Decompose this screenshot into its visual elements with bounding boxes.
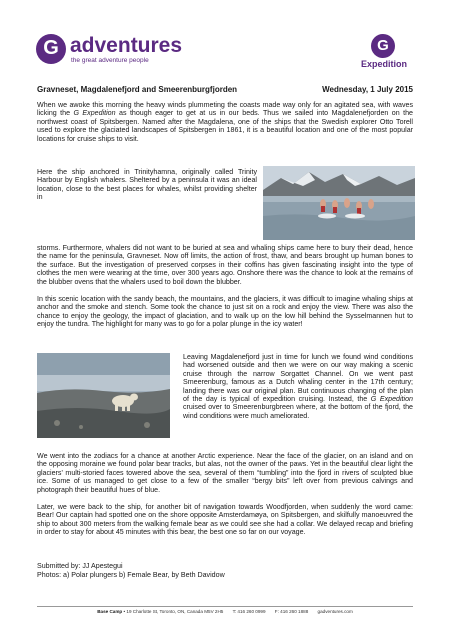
article-date: Wednesday, 1 July 2015 (322, 85, 413, 94)
paragraph-2-continued: storms. Furthermore, whalers did not want to be buried at sea and whaling ships came here to bury their dead, hence the name for the peninsula, Gravneset. Now off limits, the action of frost, thaw, and bears brought up human bones to the surface. But the investigation of preserved corpses in their coffins has given fascinating insight into the type of clothes the men were wearing at the time, over 300 years ago. Onshore there was the chance to look at the remains of the blubber ovens that the whalers used to boil down the blubber. (37, 244, 413, 286)
footer-tel: T: 416 260 0999 (232, 609, 266, 614)
paragraph-5: We went into the zodiacs for a chance at another Arctic experience. Near the face of the glacier, on an island and on the opposing moraine we found polar bear tracks, but alas, not the owner of the paws. Yet in the beautiful clear light the glaciers' multi-storied faces towered above the sea, several of them “tumbling” into the fjord in rivers of sculpted blue ice. Some of us managed to get close to a few of the smaller “bergy bits” left over from previous calvings and photograph their beautiful hues of blue. (37, 452, 413, 494)
submitted-by: Submitted by: JJ Apestegui (37, 562, 123, 570)
paragraph-3: In this scenic location with the sandy beach, the mountains, and the glaciers, it was difficult to imagine whaling ships at anchor and the smoke and stench. Some took the chance to just sit on a rock and enjoy the view. There was also the chance to enjoy the geology, the impact of glaciation, and to walk up on the low hill behind the Sysselmannen hut to enjoy the tundra. The highlight for many was to go for a polar plunge in the icy water! (37, 295, 413, 329)
female-bear-photo (37, 353, 170, 438)
polar-plungers-photo (263, 166, 415, 240)
footer-divider (37, 606, 413, 607)
paragraph-2: Here the ship anchored in Trinityhamna, originally called Trinity Harbour by English whalers. Sheltered by a peninsula it was an ideal location, close to the best places for whales, whilst providing shelter in (37, 168, 257, 202)
page-footer (37, 609, 413, 615)
article-title: Gravneset, Magdalenefjord and Smeerenburgfjorden (37, 85, 238, 94)
footer-address: • 19 Charlotte St, Toronto, ON, Canada M5V 2H5 (123, 609, 224, 614)
brand-tagline: the great adventure people (71, 57, 149, 64)
brand-name: adventures (70, 34, 183, 57)
page-header (0, 0, 450, 80)
photo-credits: Photos: a) Polar plungers b) Female Bear, by Beth Davidow (37, 571, 225, 579)
article-title-row (37, 84, 413, 96)
paragraph-6: Later, we were back to the ship, for another bit of navigation towards Woodfjorden, when suddenly the word came: Bear! Our captain had spotted one on the shore opposite Amsterdamøya, on Spitsbergen, and skilfully manoeuvred the ship to about 300 meters from the walking female bear as we could see she had a collar. We delayed recap and briefing in order to stay for about 45 minutes with this bear, the best one so far on our voyage. (37, 503, 413, 537)
ship-name: G Expedition (370, 395, 413, 404)
footer-web: gadventures.com (317, 609, 353, 614)
ship-name: G Expedition (73, 109, 116, 118)
footer-fax: F: 416 260 1888 (274, 609, 309, 614)
paragraph-4: Leaving Magdalenefjord just in time for lunch we found wind conditions had worsened outside and then we were on our way making a scenic cruise through the narrow Sorgattet Channel. On we went past Smeerenburg, famous as a Dutch whaling center in the 17th century; landing there was our original plan. But continuous changing of the plan of the day is typical of expedition cruising. Instead, the G Expedition cruised over to Smeerenburgbreen where, at the bottom of the fjord, the wind conditions were much ameliorated. (183, 353, 413, 420)
g-adventures-logo-icon: G (36, 34, 66, 64)
paragraph-1: When we awoke this morning the heavy winds plummeting the coasts made way only for an agitated sea, with waves licking the G Expedition as though eager to get at us in our beds. Thus we sailed into Magdalenefjorden on the northwest coast of Spitsbergen. Named after the Magdalena, one of the ships that the Swedish explorer Otto Torell used to explore the glaciated landscapes of Spitsbergen in 1861, it is a beautiful location and one of the most popular locations for cruise ships to visit. (37, 101, 413, 143)
g-expedition-badge-icon: G (371, 34, 395, 58)
footer-base: Base Camp (97, 609, 123, 614)
expedition-label: Expedition (360, 59, 407, 69)
